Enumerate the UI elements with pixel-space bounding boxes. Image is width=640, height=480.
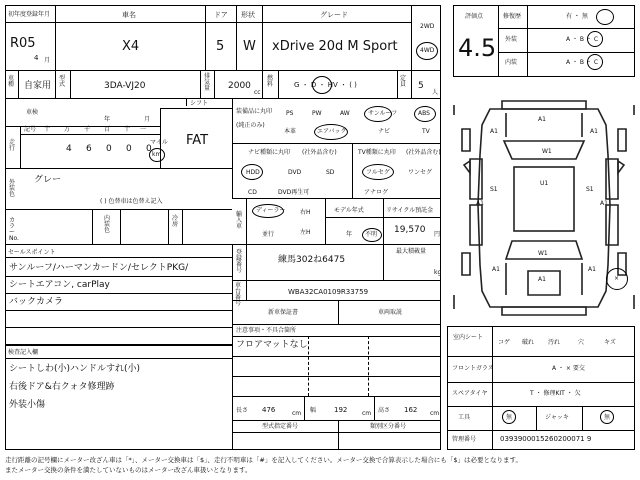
room-item: コゲ — [498, 339, 511, 346]
tools-value: 無 — [506, 414, 513, 421]
mark-w1-rear: W1 — [538, 250, 548, 257]
manual: 車両取説 — [378, 309, 403, 316]
inspection-year: 年 — [104, 116, 111, 123]
doors-label: ドア — [214, 11, 228, 19]
equip-item: PW — [312, 110, 322, 117]
drive-4wd: 4WD — [420, 47, 435, 54]
usage: 自家用 — [24, 81, 52, 91]
room-item: キズ — [604, 339, 616, 346]
equip-item: エアバック — [317, 128, 347, 135]
mark-a1-hood: A1 — [538, 116, 546, 123]
recycle-label: リサイクル預託金 — [386, 207, 434, 214]
doors: 5 — [216, 39, 225, 54]
equip-subtitle: (純正のみ) — [236, 122, 265, 129]
navi-item: DVD — [288, 169, 302, 176]
inspector-line: シートしわ(小)ハンドルすれ(小) — [9, 364, 141, 374]
room-item: 破れ — [522, 339, 535, 346]
shape-label: 形状 — [241, 11, 255, 19]
digit-value: 6 — [86, 144, 92, 154]
length-label: 長さ — [236, 407, 249, 414]
mark-w1-front-glass: W1 — [542, 148, 552, 155]
digit-value: 4 — [66, 144, 72, 154]
width-label: 幅 — [310, 407, 317, 414]
hdd-circle — [241, 164, 263, 180]
max-load-label: 最大積載量 — [396, 248, 427, 255]
equip-item: ABS — [418, 110, 430, 117]
mark-a1-front-left: A1 — [490, 128, 498, 135]
x-mark-label: × — [614, 275, 620, 282]
fuel-label: 燃料 — [267, 75, 274, 88]
navi-item: SD — [326, 169, 335, 176]
footer-line-1: 走行距離の記号欄にメーター改ざん車は「*」、メーター交換車は「$」、走行不明車は「#」を記入してください。メーター交換で合算表示した場合にも「$」は必要となります。 — [5, 456, 522, 464]
dealer: ディーラー — [256, 207, 286, 214]
notes-title: 注意事項・不具合箇所 — [236, 327, 297, 334]
height-label: 高さ — [378, 407, 391, 414]
registration-label: 登録番号 — [236, 249, 243, 274]
fullseg-circle — [362, 164, 394, 180]
vin: WBA32CA0109R33759 — [288, 288, 369, 296]
model-year-unit: 年 — [346, 231, 353, 238]
room-item: 汚れ — [548, 339, 561, 346]
exterior-options: A ・ B ・ C — [566, 36, 599, 43]
tv-sub: (社外品含む) — [406, 149, 441, 156]
tv-item: ワンセグ — [408, 169, 433, 176]
footer-line-2: またメーター交換の条件を満たしていないものはメーター改ざん車扱いとなります。 — [5, 466, 252, 474]
selling-point-line: シートエアコン, carPlay — [9, 280, 110, 290]
selling-point-rule — [5, 276, 232, 277]
spare-tire-label: スペアタイヤ — [452, 390, 488, 397]
score-value: 4.5 — [458, 34, 497, 62]
digit-header: 百 — [104, 126, 111, 133]
cm-2: cm — [362, 410, 372, 417]
mark-a1-left: A1 — [476, 200, 484, 207]
digit-header: 十 — [124, 126, 131, 133]
fuel-options: G ・ D ・ HV ・ ( ) — [294, 81, 357, 89]
selling-point-rule — [5, 310, 232, 311]
shift-label: シフト — [190, 100, 209, 107]
mark-a1-rear: A1 — [538, 276, 546, 283]
parallel: 並行 — [262, 231, 275, 238]
height: 162 — [404, 406, 418, 414]
inspector-line: 右後ドア&右クォタ修理跡 — [9, 382, 115, 392]
navi-item: DVD再生可 — [278, 189, 310, 196]
kg: kg — [434, 269, 442, 276]
jack-value: 無 — [604, 414, 611, 421]
class-label: 類別区分番号 — [370, 423, 407, 430]
front-glass-label: フロントガラス — [452, 365, 494, 372]
interior-color-label: 内装色 — [104, 215, 111, 234]
selling-point-rule — [5, 327, 232, 328]
person-unit: 人 — [432, 89, 439, 96]
digit-header: 一 — [140, 126, 147, 133]
new-warranty: 新車保証書 — [268, 309, 299, 316]
car-name-label: 車名 — [122, 11, 136, 19]
shape: W — [243, 39, 256, 54]
inspection-label: 車検 — [26, 109, 39, 116]
exterior-color-label: 外装色 — [9, 179, 16, 198]
mgmt-value: 0393900015260200071 9 — [500, 435, 592, 443]
digit-value: 0 — [146, 144, 152, 154]
reg-year: R05 — [10, 36, 36, 51]
mgmt-label: 管理番号 — [452, 436, 477, 443]
travel-label: 走行 — [9, 139, 16, 152]
car-name: X4 — [122, 39, 140, 54]
equip-item: サンルーフ — [368, 110, 398, 117]
equip-item: TV — [422, 128, 430, 135]
shift-value: FAT — [186, 133, 209, 148]
interior-options: A ・ B ・ C — [566, 59, 599, 66]
inspector-title: 検査記入欄 — [8, 349, 39, 356]
front-glass-options: A ・ × 要交 — [552, 365, 585, 372]
color-code-label: カラー No. — [9, 217, 19, 242]
import-label: 輸入車 — [236, 211, 243, 230]
navi-item: HDD — [246, 169, 260, 176]
reg-year-label: 初年度登録年月 — [8, 11, 51, 18]
left-h: 左H — [300, 229, 311, 236]
cm-1: cm — [292, 410, 302, 417]
selling-point-line: サンルーフ/ハーマンカードン/セレクトPKG/ — [9, 263, 189, 273]
repair-label: 修復歴 — [503, 13, 522, 20]
mark-a1-right: A1 — [600, 200, 608, 207]
jack-label: ジャッキ — [545, 414, 569, 421]
capacity-label: 定員 — [400, 75, 407, 88]
interior-b-circle — [587, 54, 603, 70]
fuel-d-circle — [312, 76, 332, 94]
displacement-label: 排気量 — [204, 73, 211, 92]
type-spec-label: 型式指定番号 — [262, 423, 299, 430]
exterior-b-circle — [587, 31, 603, 47]
vin-label: 車台番号 — [235, 282, 242, 307]
notes-line: フロアマットなし — [236, 340, 308, 350]
navi-item: CD — [248, 189, 257, 196]
model-label: 型式 — [59, 75, 66, 88]
tv-analog: アナログ — [364, 189, 389, 196]
abs-circle — [414, 106, 436, 122]
yen: 円 — [434, 231, 441, 238]
digit-header: 記号 — [24, 126, 37, 133]
grade: xDrive 20d M Sport — [272, 39, 398, 54]
right-h: 右H — [300, 209, 311, 216]
mark-a1-rear-right: A1 — [588, 266, 596, 273]
navi-sub: (社外品含む) — [302, 149, 337, 156]
inspector-line: 外装小傷 — [9, 400, 46, 410]
mark-u1-roof: U1 — [540, 180, 549, 187]
ac-label: 冷房 — [172, 215, 179, 228]
equip-title: 装備品に丸印 — [236, 108, 273, 115]
drive-2wd: 2WD — [420, 23, 435, 30]
repair-options: 有 ・ 無 — [566, 13, 588, 20]
exterior-label: 外装 — [505, 36, 518, 43]
selling-point-rule — [5, 293, 232, 294]
registration-value: 練馬302ね6475 — [278, 255, 346, 265]
score-label: 評価点 — [465, 13, 484, 20]
selling-points-title: セールスポイント — [8, 249, 56, 256]
cc-unit: cc — [254, 89, 261, 96]
model: 3DA-VJ20 — [104, 81, 146, 91]
tv-item: フルセグ — [366, 169, 390, 176]
navi-title: ナビ種類に丸印 — [248, 149, 291, 156]
mark-s1-left: S1 — [490, 186, 498, 193]
displacement: 2000 — [228, 81, 251, 91]
digit-value: 0 — [106, 144, 112, 154]
equip-item: 本革 — [284, 128, 297, 135]
exterior-color-value: グレー — [34, 175, 62, 185]
digit-header: 万 — [64, 126, 71, 133]
capacity: 5 — [418, 81, 424, 91]
length: 476 — [262, 406, 276, 414]
unknown: 不明 — [365, 231, 378, 238]
month-unit: 月 — [44, 57, 51, 64]
model-year-label: モデル年式 — [334, 207, 364, 214]
airbag-circle — [314, 124, 348, 140]
equip-item: ナビ — [378, 128, 391, 135]
tv-title: TV種類に丸印 — [358, 149, 396, 156]
equip-item: AW — [340, 110, 350, 117]
repair-none-circle — [596, 9, 614, 25]
tools-label: 工具 — [458, 414, 471, 421]
inspection-month: 月 — [144, 116, 151, 123]
reg-month: 4 — [34, 54, 39, 62]
room-sheet-label: 室内シート — [453, 334, 484, 341]
width: 192 — [334, 406, 348, 414]
room-item: 穴 — [578, 339, 585, 346]
sunroof-circle — [364, 106, 392, 122]
grade-label: グレード — [320, 11, 348, 19]
mark-a1-rear-left: A1 — [492, 266, 500, 273]
interior-label: 内装 — [505, 59, 518, 66]
digit-header: 千 — [84, 126, 91, 133]
km-label: km — [152, 151, 162, 158]
equip-item: PS — [286, 110, 294, 117]
spare-tire-options: T ・ 修理KIT ・ 欠 — [530, 390, 581, 397]
cm-3: cm — [430, 410, 440, 417]
mark-s1-right: S1 — [586, 186, 594, 193]
color-change-note: ( ) 色替車は色替え記入 — [100, 198, 163, 205]
usage-label: 車種 — [8, 75, 15, 88]
mark-a1-front-right: A1 — [590, 128, 598, 135]
digit-value: 0 — [126, 144, 132, 154]
mile-label: マイル — [150, 139, 168, 146]
selling-point-line: バックカメラ — [9, 297, 64, 307]
digit-header: 十 — [44, 126, 51, 133]
recycle-value: 19,570 — [394, 225, 426, 235]
